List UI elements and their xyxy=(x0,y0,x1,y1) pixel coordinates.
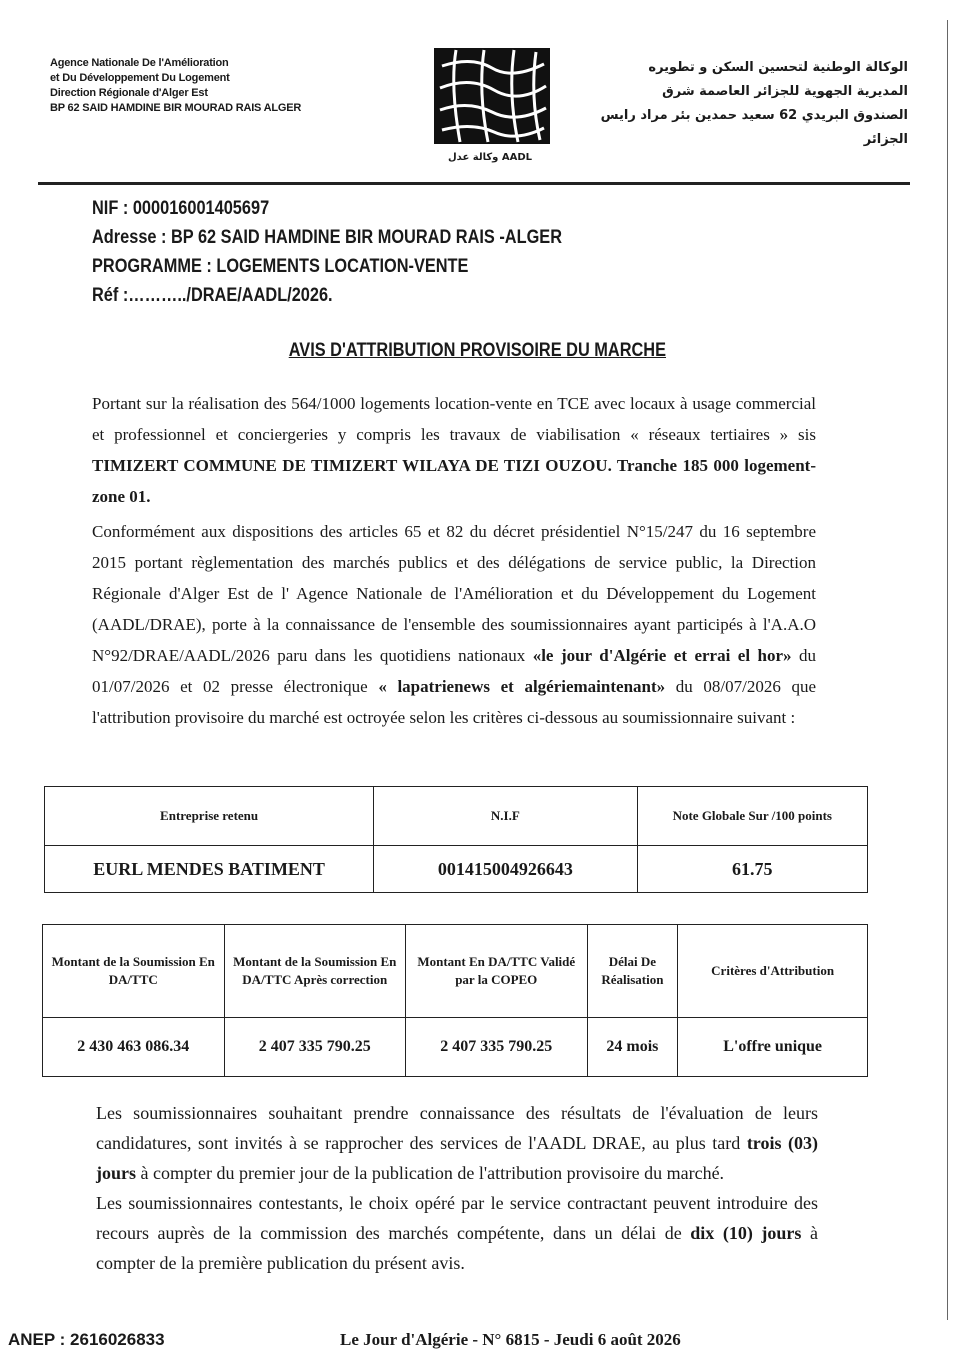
notice-title: AVIS D'ATTRIBUTION PROVISOIRE DU MARCHE xyxy=(288,340,666,361)
subject-paragraph xyxy=(92,388,816,512)
anep-number: ANEP : 2616026833 xyxy=(8,1330,165,1349)
legal-text-1: Conformément aux dispositions des articles 65 et 82 du décret présidentiel N°15/247 du 16 septembre 2015 portant règlementation des marchés publics et des délégations de service public, la Direction Régionale d'Alger Est de l' Agence Nationale de l'Amélioration et du Développement du Logement (AADL/DRAE), porte à la connaissance de l'ensemble des soumissionnaires ayant participés à l'A.A.O N°92/DRAE/AADL/2026 paru dans les quotidiens nationaux xyxy=(92,522,816,665)
table-header-row xyxy=(45,787,868,846)
header-left-line: et Du Développement Du Logement xyxy=(50,72,230,84)
amounts-table xyxy=(42,924,868,1077)
logo-caption: وكالة عدل AADL xyxy=(447,152,532,163)
header-divider xyxy=(38,182,910,185)
subject-location: TIMIZERT COMMUNE DE TIMIZERT WILAYA DE TIZI OUZOU. Tranche 185 000 logement-zone 01. xyxy=(92,456,816,506)
header-right-address xyxy=(578,56,908,152)
winner-table xyxy=(44,786,868,893)
table-header-row xyxy=(43,925,868,1018)
table-row xyxy=(45,846,868,893)
appeal-paragraph xyxy=(96,1188,818,1278)
column-header: Montant de la Soumission En DA/TTC xyxy=(43,925,225,1018)
ref-line: Réf :………../DRAE/AADL/2026. xyxy=(92,285,333,306)
amount-cell: 2 430 463 086.34 xyxy=(43,1018,225,1077)
header-left-line: Agence Nationale De l'Amélioration xyxy=(50,57,229,69)
address-line: Adresse : BP 62 SAID HAMDINE BIR MOURAD RAIS -ALGER xyxy=(92,227,563,248)
legal-text-3: du 08/07/2026 que l'attribution provisoire du marché est octroyée selon les critères ci-dessous au soumissionnaire suivant : xyxy=(92,677,816,727)
appeal-text-1: Les soumissionnaires contestants, le choix opéré par le service contractant peuvent introduire des recours auprès de la commission des marchés compétente, dans un délai de xyxy=(96,1193,818,1243)
column-header: Note Globale Sur /100 points xyxy=(637,787,867,846)
results-paragraph xyxy=(96,1098,818,1188)
header-left-line: BP 62 SAID HAMDINE BIR MOURAD RAIS ALGER xyxy=(50,102,302,114)
header-right-line: الجزائر xyxy=(863,132,908,147)
score-cell: 61.75 xyxy=(637,846,867,893)
header-right-line: الصندوق البريدي 62 سعيد حمدين بئر مراد رايس xyxy=(600,108,908,123)
nif-cell: 001415004926643 xyxy=(374,846,637,893)
legal-text-2: du 01/07/2026 et 02 presse électronique xyxy=(92,646,817,696)
results-deadline: trois (03) jours xyxy=(96,1133,818,1183)
appeal-text-2: à compter de la première publication du présent avis. xyxy=(96,1223,818,1273)
newspapers: «le jour d'Algérie et errai el hor» xyxy=(532,646,792,665)
legal-paragraph xyxy=(92,516,816,733)
electronic-press: « lapatrienews et algériemaintenant» xyxy=(378,677,666,696)
aadl-logo xyxy=(432,46,552,146)
reference-block xyxy=(92,194,562,310)
amount-corrected-cell: 2 407 335 790.25 xyxy=(224,1018,406,1077)
column-header: Montant En DA/TTC Validé par la COPEO xyxy=(406,925,588,1018)
column-header: Montant de la Soumission En DA/TTC Après correction xyxy=(224,925,406,1018)
programme-line: PROGRAMME : LOGEMENTS LOCATION-VENTE xyxy=(92,256,469,277)
amount-validated-cell: 2 407 335 790.25 xyxy=(406,1018,588,1077)
header-right-line: المديرية الجهوية للجزائر العاصمة شرق xyxy=(662,84,908,99)
delay-cell: 24 mois xyxy=(587,1018,678,1077)
table-row xyxy=(43,1018,868,1077)
appeal-deadline: dix (10) jours xyxy=(690,1223,802,1243)
column-header: Délai De Réalisation xyxy=(587,925,678,1018)
column-header: N.I.F xyxy=(374,787,637,846)
nif-line: NIF : 000016001405697 xyxy=(92,198,270,219)
header-right-line: الوكالة الوطنية لتحسين السكن و تطويره xyxy=(648,60,908,75)
column-header: Entreprise retenu xyxy=(45,787,374,846)
journal-info: Le Jour d'Algérie - N° 6815 - Jeudi 6 août 2026 xyxy=(340,1330,681,1349)
notice-title-wrap xyxy=(0,340,954,362)
results-text-2: à compter du premier jour de la publication de l'attribution provisoire du marché. xyxy=(136,1163,725,1183)
column-header: Critères d'Attribution xyxy=(678,925,868,1018)
results-text-1: Les soumissionnaires souhaitant prendre connaissance des résultats de l'évaluation de leurs candidatures, sont invités à se rapprocher des services de l'AADL DRAE, au plus tard xyxy=(96,1103,818,1153)
subject-text: Portant sur la réalisation des 564/1000 logements location-vente en TCE avec locaux à usage commercial et professionnel et conciergeries y compris les travaux de viabilisation « réseaux tertiaires » sis xyxy=(92,394,816,444)
scan-edge xyxy=(947,20,948,1320)
closing-paragraphs xyxy=(96,1098,818,1278)
company-cell: EURL MENDES BATIMENT xyxy=(45,846,374,893)
footer xyxy=(0,1330,954,1356)
header-left-address xyxy=(50,56,301,116)
header-left-line: Direction Régionale d'Alger Est xyxy=(50,87,208,99)
criteria-cell: L'offre unique xyxy=(678,1018,868,1077)
